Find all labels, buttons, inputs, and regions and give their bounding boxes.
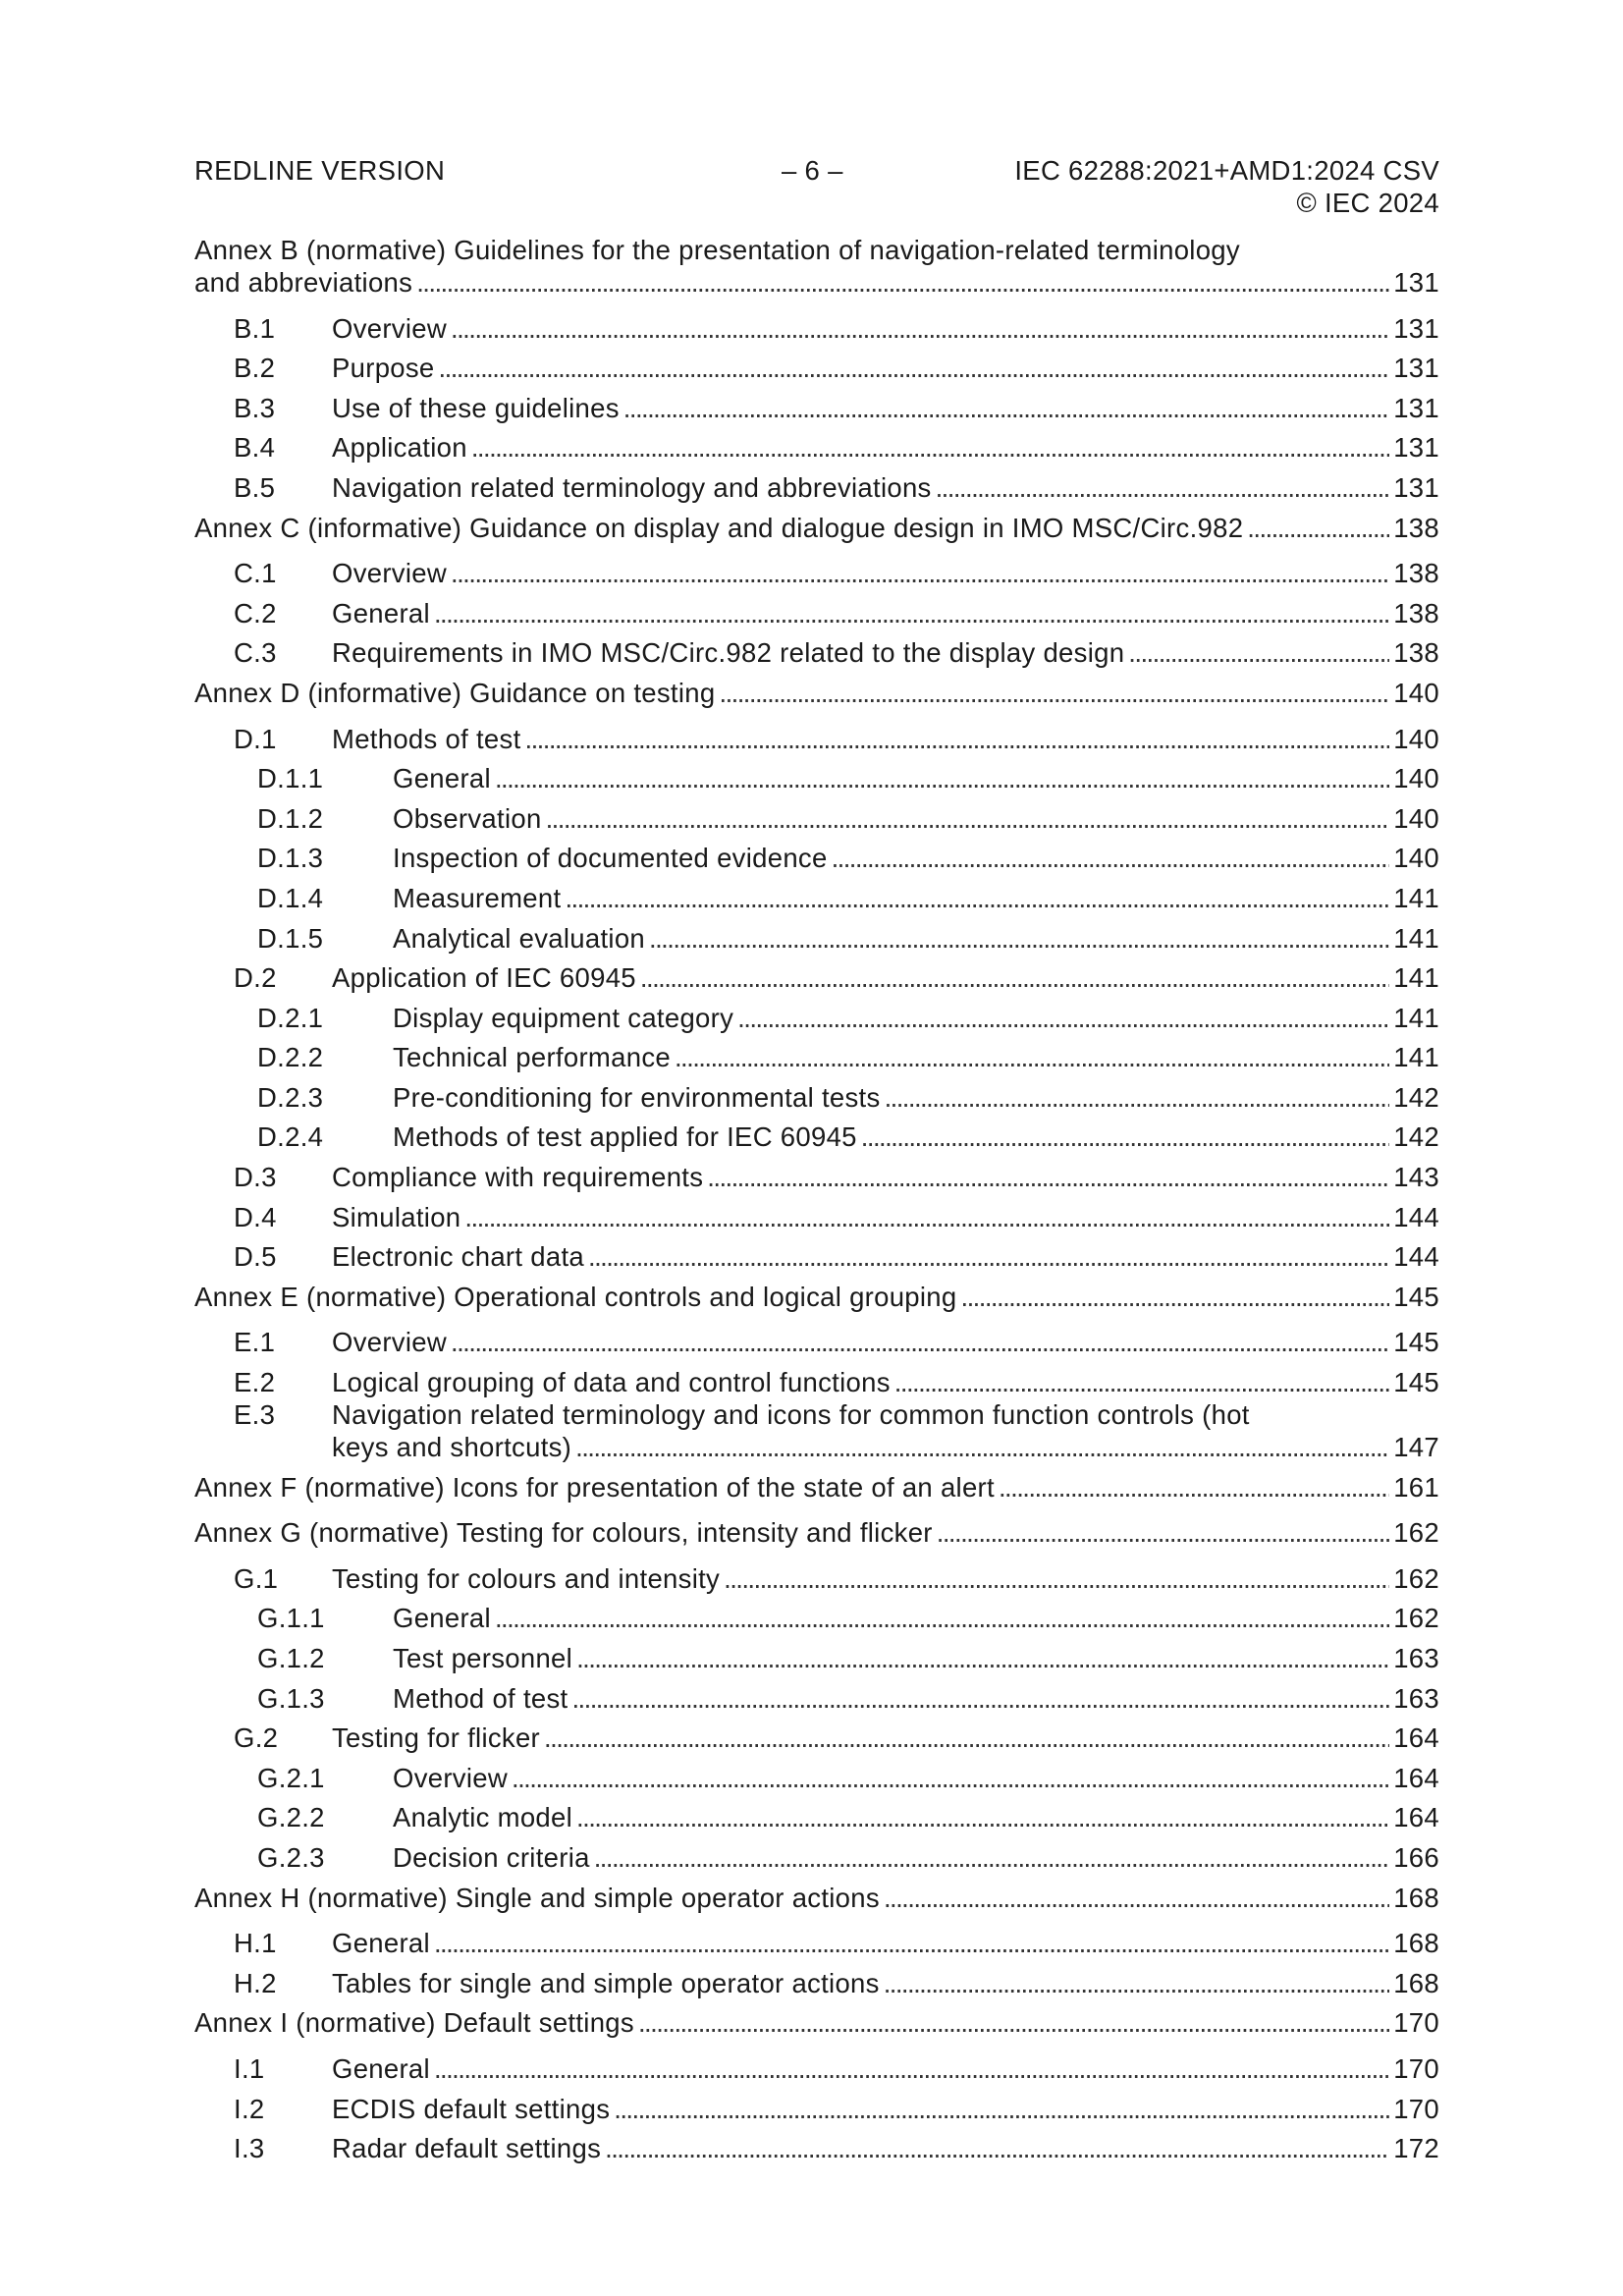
- toc-page-number: 164: [1393, 1762, 1439, 1793]
- toc-entry-title: Application of IEC 60945: [332, 962, 636, 994]
- toc-annex-b-title-line1: Annex B (normative) Guidelines for the presentation of navigation-related terminology: [194, 235, 1240, 265]
- dot-leader: [719, 677, 1389, 709]
- toc-annex-i[interactable]: [194, 1999, 1439, 2040]
- toc-entry-number: G.1.1: [257, 1603, 325, 1634]
- toc-entry-g1-1[interactable]: [194, 1595, 1439, 1635]
- toc-entry-d2-4[interactable]: [194, 1114, 1439, 1154]
- toc-page-number: 172: [1393, 2133, 1439, 2164]
- toc-entry-number: D.2.4: [257, 1121, 324, 1153]
- header-standard-code: IEC 62288:2021+AMD1:2024 CSV: [1014, 155, 1439, 186]
- toc-entry-b1[interactable]: [194, 304, 1439, 345]
- toc-entry-title: Overview: [332, 312, 448, 344]
- dot-leader: [471, 431, 1389, 464]
- toc-entry-number: B.3: [234, 392, 276, 423]
- toc-entry-title: Display equipment category: [393, 1002, 734, 1033]
- dot-leader: [724, 1562, 1389, 1595]
- toc-page-number: 162: [1393, 1603, 1439, 1634]
- toc-entry-title: Testing for flicker: [332, 1722, 541, 1754]
- toc-entry-title: Logical grouping of data and control functions: [332, 1367, 891, 1398]
- toc-entry-title: General: [332, 1928, 430, 1959]
- toc-entry-title: Requirements in IMO MSC/Circ.982 related to the display design: [332, 637, 1125, 669]
- toc-entry-number: D.1.4: [257, 882, 324, 913]
- toc-page-number: 138: [1393, 512, 1439, 543]
- toc-entry-title: Pre-conditioning for environmental tests: [393, 1081, 881, 1113]
- toc-annex-title: Annex G (normative) Testing for colours, intensity and flicker: [194, 1517, 933, 1549]
- toc-annex-title: Annex F (normative) Icons for presentation of the state of an alert: [194, 1471, 995, 1503]
- toc-entry-title-line2: keys and shortcuts): [332, 1432, 572, 1463]
- toc-entry-title: Overview: [332, 1327, 448, 1358]
- dot-leader: [451, 312, 1389, 345]
- toc-entry-h1[interactable]: [194, 1920, 1439, 1960]
- toc-entry-e1[interactable]: [194, 1319, 1439, 1359]
- dot-leader: [999, 1471, 1389, 1503]
- toc-page-number: 140: [1393, 843, 1439, 874]
- toc-entry-title: Overview: [393, 1762, 509, 1793]
- dot-leader: [544, 1722, 1389, 1754]
- toc-annex-g[interactable]: [194, 1509, 1439, 1550]
- dot-leader: [571, 1682, 1389, 1715]
- toc-entry-b2[interactable]: [194, 345, 1439, 385]
- toc-entry-number: D.2.2: [257, 1042, 324, 1073]
- toc-entry-number: G.2.3: [257, 1841, 325, 1873]
- toc-annex-d[interactable]: [194, 669, 1439, 709]
- toc-page-number: 140: [1393, 802, 1439, 834]
- dot-leader: [434, 2052, 1389, 2085]
- toc-entry-d1-2[interactable]: [194, 794, 1439, 835]
- toc-entry-number: D.3: [234, 1162, 277, 1193]
- toc-entry-title: Method of test: [393, 1682, 568, 1714]
- dot-leader: [623, 392, 1389, 424]
- toc-entry-number: D.5: [234, 1241, 277, 1273]
- toc-annex-title: Annex I (normative) Default settings: [194, 2007, 634, 2039]
- dot-leader: [605, 2132, 1389, 2164]
- toc-entry-number: G.1.3: [257, 1682, 325, 1714]
- dot-leader: [565, 882, 1389, 914]
- toc-entry-d2-2[interactable]: [194, 1034, 1439, 1074]
- toc-page-number: 131: [1393, 471, 1439, 503]
- toc-entry-c2[interactable]: [194, 589, 1439, 629]
- toc-entry-title: Overview: [332, 558, 448, 589]
- toc-entry-d3[interactable]: [194, 1153, 1439, 1193]
- toc-page-number: 162: [1393, 1562, 1439, 1594]
- dot-leader: [588, 1240, 1389, 1273]
- toc-page-number: 131: [1393, 392, 1439, 423]
- toc-entry-title: General: [332, 597, 430, 629]
- toc-entry-g1-2[interactable]: [194, 1634, 1439, 1674]
- toc-entry-number: C.2: [234, 597, 277, 629]
- toc-page-number: 141: [1393, 1002, 1439, 1033]
- dot-leader: [884, 1967, 1390, 1999]
- toc-page-number: 141: [1393, 922, 1439, 954]
- toc-entry-number: D.2.3: [257, 1081, 324, 1113]
- toc-entry-title: Tables for single and simple operator actions: [332, 1967, 880, 1998]
- toc-page-number: 140: [1393, 723, 1439, 754]
- toc-page-number: 163: [1393, 1643, 1439, 1673]
- toc-page-number: 138: [1393, 597, 1439, 629]
- toc-entry-g2-1[interactable]: [194, 1754, 1439, 1794]
- toc-entry-b4[interactable]: [194, 424, 1439, 465]
- toc-entry-title: Radar default settings: [332, 2133, 602, 2164]
- toc-page-number: 141: [1393, 1042, 1439, 1073]
- toc-annex-b[interactable]: [194, 234, 1439, 299]
- toc-entry-g2-3[interactable]: [194, 1833, 1439, 1874]
- dot-leader: [495, 762, 1389, 794]
- dot-leader: [434, 597, 1389, 629]
- dot-leader: [737, 1002, 1389, 1034]
- toc-entry-title: Methods of test applied for IEC 60945: [393, 1121, 857, 1153]
- dot-leader: [594, 1841, 1389, 1874]
- toc-entry-title: Decision criteria: [393, 1841, 590, 1873]
- toc-entry-number: B.5: [234, 471, 276, 503]
- toc-annex-e[interactable]: [194, 1273, 1439, 1313]
- toc-entry-i3[interactable]: [194, 2125, 1439, 2165]
- toc-page-number: 168: [1393, 1928, 1439, 1959]
- toc-entry-title: Methods of test: [332, 723, 521, 754]
- toc-entry-title: Measurement: [393, 882, 562, 913]
- toc-entry-e3[interactable]: [194, 1398, 1439, 1463]
- dot-leader: [894, 1366, 1389, 1398]
- dot-leader: [861, 1121, 1389, 1153]
- dot-leader: [439, 352, 1390, 384]
- toc-page-number: 144: [1393, 1241, 1439, 1273]
- header-copyright: © IEC 2024: [1296, 188, 1439, 218]
- table-of-contents: [194, 234, 1439, 2164]
- toc-page-number: 168: [1393, 1882, 1439, 1913]
- toc-page-number: 145: [1393, 1367, 1439, 1398]
- dot-leader: [434, 1927, 1389, 1959]
- toc-annex-title: Annex D (informative) Guidance on testing: [194, 677, 716, 708]
- header-standard-id: [1014, 154, 1439, 219]
- toc-entry-title: Electronic chart data: [332, 1241, 584, 1273]
- toc-page-number: 168: [1393, 1967, 1439, 1998]
- toc-entry-number: I.1: [234, 2052, 265, 2084]
- toc-entry-title: Observation: [393, 802, 542, 834]
- toc-entry-number: D.1.3: [257, 843, 324, 874]
- dot-leader: [464, 1201, 1389, 1233]
- toc-page-number: 166: [1393, 1841, 1439, 1873]
- toc-entry-number: E.2: [234, 1367, 276, 1398]
- toc-entry-title: General: [332, 2052, 430, 2084]
- toc-entry-title: Use of these guidelines: [332, 392, 620, 423]
- dot-leader: [936, 471, 1390, 504]
- toc-entry-number: D.2.1: [257, 1002, 324, 1033]
- toc-entry-number: G.2: [234, 1722, 279, 1754]
- toc-page-number: 141: [1393, 962, 1439, 994]
- toc-entry-title: General: [393, 763, 491, 794]
- toc-page-number: 140: [1393, 677, 1439, 708]
- toc-annex-h[interactable]: [194, 1874, 1439, 1914]
- toc-entry-number: G.2.1: [257, 1762, 325, 1793]
- toc-entry-i1[interactable]: [194, 2045, 1439, 2085]
- toc-entry-title-line1: Navigation related terminology and icons for common function controls (hot: [332, 1399, 1250, 1431]
- toc-entry-d2-1[interactable]: [194, 994, 1439, 1034]
- toc-entry-title: Analytical evaluation: [393, 922, 646, 954]
- toc-entry-d5[interactable]: [194, 1233, 1439, 1274]
- toc-entry-number: H.1: [234, 1928, 277, 1959]
- toc-entry-title: Testing for colours and intensity: [332, 1562, 721, 1594]
- toc-entry-d2-3[interactable]: [194, 1073, 1439, 1114]
- toc-page-number: 142: [1393, 1121, 1439, 1153]
- toc-page-number: 170: [1393, 2093, 1439, 2124]
- dot-leader: [575, 1431, 1389, 1463]
- toc-entry-title: General: [393, 1603, 491, 1634]
- dot-leader: [1247, 512, 1389, 544]
- toc-page-number: 164: [1393, 1802, 1439, 1833]
- toc-entry-number: G.2.2: [257, 1802, 325, 1833]
- header-version-label: REDLINE VERSION: [194, 155, 446, 186]
- toc-entry-number: E.3: [234, 1399, 276, 1431]
- toc-entry-d1-1[interactable]: [194, 755, 1439, 795]
- toc-entry-title: Application: [332, 432, 467, 464]
- toc-entry-e2[interactable]: [194, 1358, 1439, 1398]
- toc-entry-g2[interactable]: [194, 1715, 1439, 1755]
- toc-entry-b5[interactable]: [194, 464, 1439, 504]
- toc-page-number: 164: [1393, 1722, 1439, 1754]
- toc-entry-number: C.1: [234, 558, 277, 589]
- toc-entry-number: D.1.5: [257, 922, 324, 954]
- toc-page-number: 147: [1393, 1432, 1439, 1463]
- toc-entry-number: G.1.2: [257, 1643, 325, 1673]
- dot-leader: [961, 1281, 1390, 1313]
- toc-entry-number: I.2: [234, 2093, 265, 2124]
- toc-page-number: 131: [1393, 432, 1439, 464]
- toc-page-number: 145: [1393, 1281, 1439, 1312]
- toc-page-number: 162: [1393, 1517, 1439, 1549]
- toc-annex-c[interactable]: [194, 504, 1439, 544]
- dot-leader: [638, 2006, 1389, 2039]
- toc-page-number: 131: [1393, 312, 1439, 344]
- toc-entry-title: Analytic model: [393, 1802, 573, 1833]
- dot-leader: [576, 1642, 1389, 1674]
- toc-entry-d2[interactable]: [194, 955, 1439, 995]
- toc-entry-c1[interactable]: [194, 550, 1439, 590]
- dot-leader: [675, 1041, 1389, 1073]
- toc-entry-number: D.2: [234, 962, 277, 994]
- toc-entry-d4[interactable]: [194, 1193, 1439, 1233]
- toc-entry-d1-4[interactable]: [194, 874, 1439, 914]
- dot-leader: [451, 1326, 1389, 1358]
- toc-entry-i2[interactable]: [194, 2085, 1439, 2125]
- dot-leader: [640, 961, 1389, 994]
- toc-entry-number: G.1: [234, 1562, 279, 1594]
- toc-entry-d1-5[interactable]: [194, 914, 1439, 955]
- toc-page-number: 170: [1393, 2007, 1439, 2039]
- dot-leader: [416, 266, 1389, 299]
- toc-entry-number: I.3: [234, 2133, 265, 2164]
- toc-entry-title: ECDIS default settings: [332, 2093, 611, 2124]
- toc-entry-number: H.2: [234, 1967, 277, 1998]
- toc-entry-title: Navigation related terminology and abbreviations: [332, 471, 932, 503]
- toc-entry-h2[interactable]: [194, 1959, 1439, 1999]
- toc-entry-d1[interactable]: [194, 715, 1439, 755]
- toc-entry-b3[interactable]: [194, 384, 1439, 424]
- toc-entry-number: E.1: [234, 1327, 276, 1358]
- toc-page-number: 131: [1393, 353, 1439, 384]
- toc-entry-title: Technical performance: [393, 1042, 671, 1073]
- dot-leader: [512, 1762, 1389, 1794]
- toc-page-number: 170: [1393, 2052, 1439, 2084]
- toc-page-number: 138: [1393, 637, 1439, 669]
- toc-entry-g2-2[interactable]: [194, 1794, 1439, 1834]
- toc-entry-number: B.1: [234, 312, 276, 344]
- toc-entry-d1-3[interactable]: [194, 835, 1439, 875]
- toc-entry-number: D.1: [234, 723, 277, 754]
- dot-leader: [832, 842, 1390, 874]
- dot-leader: [525, 723, 1390, 755]
- toc-annex-title: Annex C (informative) Guidance on display and dialogue design in IMO MSC/Circ.982: [194, 512, 1244, 543]
- dot-leader: [451, 557, 1389, 589]
- toc-annex-title: Annex H (normative) Single and simple operator actions: [194, 1882, 880, 1913]
- toc-page-number: 140: [1393, 763, 1439, 794]
- dot-leader: [884, 1882, 1389, 1914]
- dot-leader: [649, 922, 1389, 955]
- toc-entry-g1-3[interactable]: [194, 1674, 1439, 1715]
- dot-leader: [937, 1516, 1389, 1549]
- toc-page-number: 163: [1393, 1682, 1439, 1714]
- toc-annex-f[interactable]: [194, 1463, 1439, 1503]
- dot-leader: [546, 802, 1390, 835]
- dot-leader: [1128, 636, 1389, 669]
- header-page-number: – 6 –: [782, 155, 843, 186]
- toc-entry-title: Compliance with requirements: [332, 1162, 704, 1193]
- dot-leader: [576, 1801, 1389, 1833]
- toc-annex-b-title-line2: and abbreviations: [194, 267, 413, 298]
- toc-page-number: 145: [1393, 1327, 1439, 1358]
- dot-leader: [885, 1081, 1390, 1114]
- toc-entry-title: Test personnel: [393, 1643, 573, 1673]
- toc-entry-number: D.4: [234, 1201, 277, 1232]
- dot-leader: [614, 2093, 1389, 2125]
- toc-entry-number: B.4: [234, 432, 276, 464]
- toc-page-number: 141: [1393, 882, 1439, 913]
- toc-entry-number: C.3: [234, 637, 277, 669]
- toc-page-number: 138: [1393, 558, 1439, 589]
- dot-leader: [707, 1161, 1389, 1193]
- toc-page-number: 144: [1393, 1201, 1439, 1232]
- toc-entry-c3[interactable]: [194, 629, 1439, 670]
- toc-entry-title: Inspection of documented evidence: [393, 843, 828, 874]
- toc-annex-title: Annex E (normative) Operational controls and logical grouping: [194, 1281, 957, 1312]
- toc-page-number: 143: [1393, 1162, 1439, 1193]
- toc-page-number: 161: [1393, 1471, 1439, 1503]
- toc-entry-title: Simulation: [332, 1201, 461, 1232]
- dot-leader: [495, 1602, 1389, 1634]
- toc-page-number: 142: [1393, 1081, 1439, 1113]
- toc-entry-number: D.1.2: [257, 802, 324, 834]
- toc-page-number: 131: [1393, 267, 1439, 298]
- toc-entry-number: B.2: [234, 353, 276, 384]
- toc-entry-g1[interactable]: [194, 1555, 1439, 1595]
- toc-entry-number: D.1.1: [257, 763, 324, 794]
- toc-entry-title: Purpose: [332, 353, 435, 384]
